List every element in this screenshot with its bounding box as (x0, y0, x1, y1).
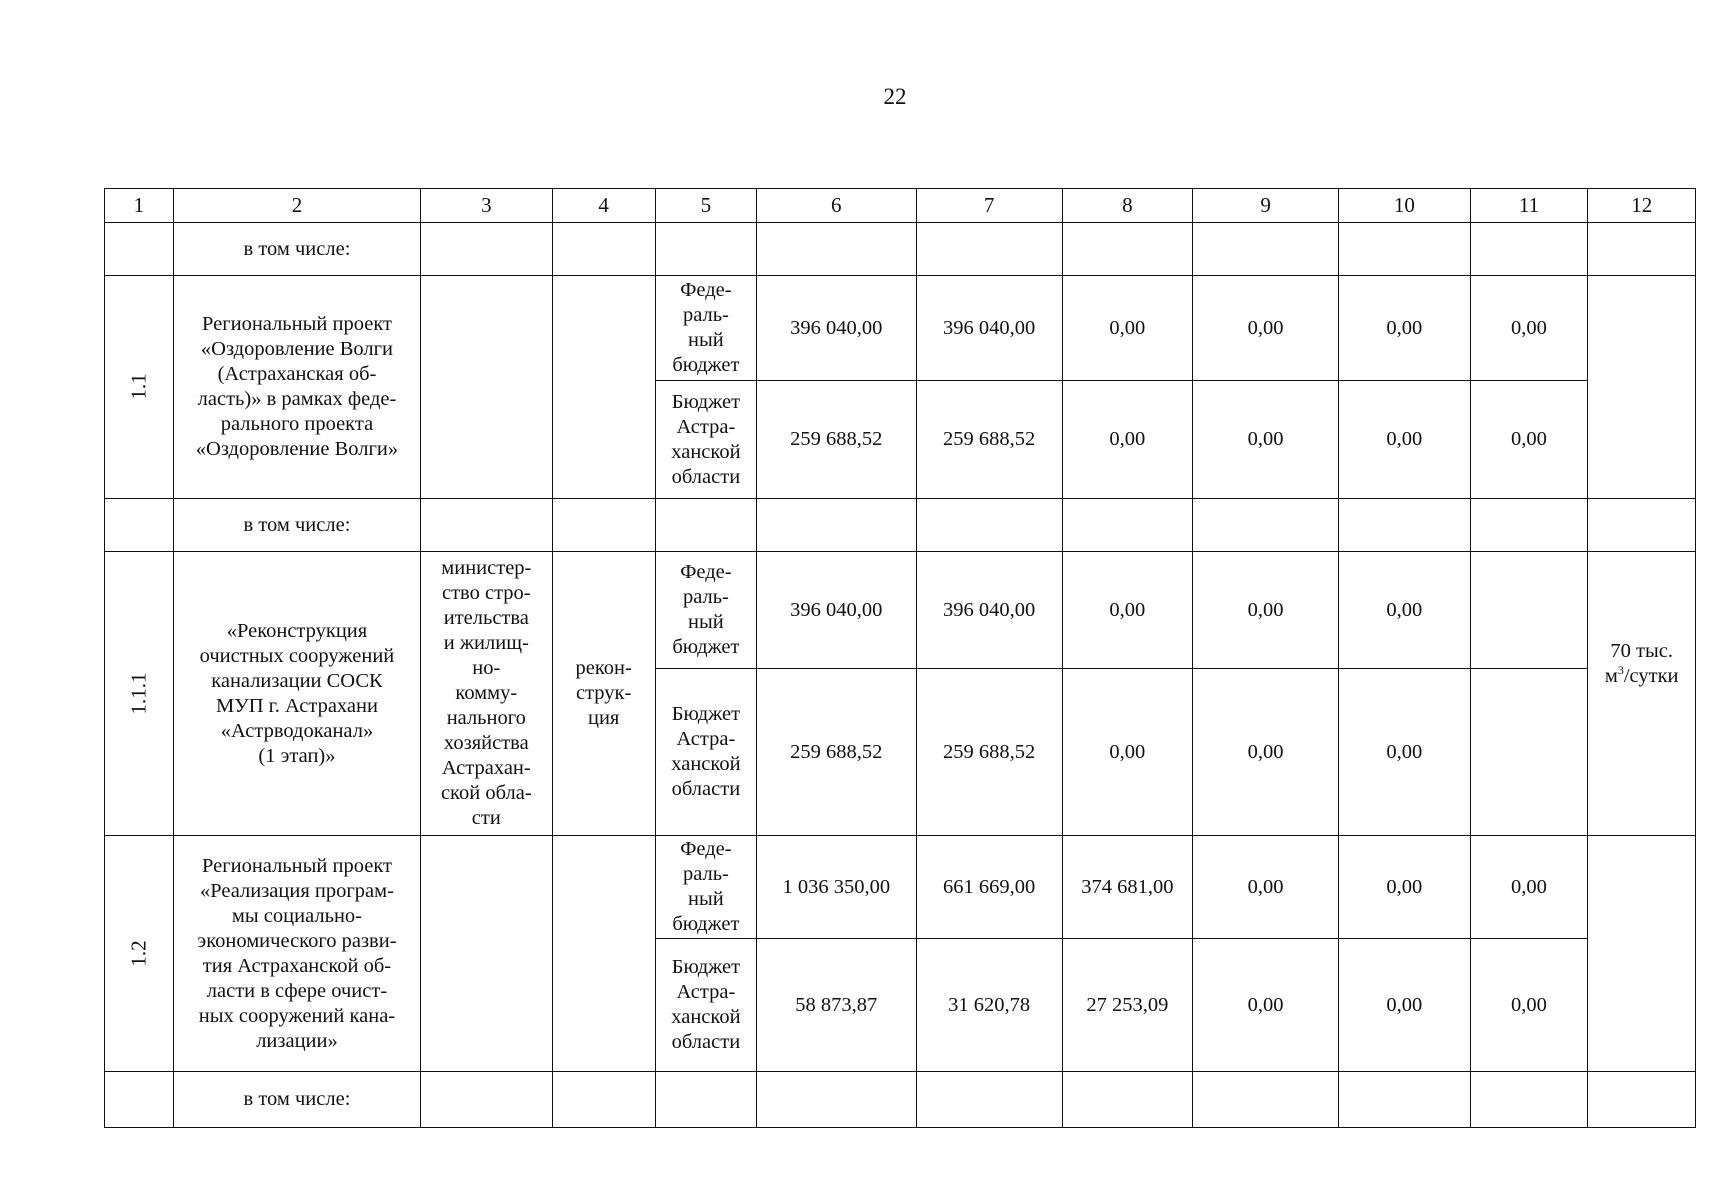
header-cell: 10 (1339, 189, 1470, 223)
executor-line: ительства (443, 607, 529, 629)
row-number: 1.2 (126, 939, 151, 967)
row-number: 1.1 (126, 373, 151, 400)
funding-source-line: бюджет (672, 354, 740, 376)
value-cell: 0,00 (1193, 669, 1339, 836)
funding-source-line: области (671, 778, 741, 800)
capacity-cell (1588, 552, 1696, 836)
funding-source-line: Феде- (680, 838, 732, 860)
subheading-label: в том числе: (173, 1072, 420, 1128)
value-cell: 0,00 (1339, 836, 1470, 939)
funding-source-line: Бюджет (671, 956, 741, 978)
work-type-line: рекон- (575, 657, 632, 679)
value-cell: 31 620,78 (916, 939, 1062, 1072)
header-cell: 3 (421, 189, 552, 223)
value-cell: 0,00 (1339, 939, 1470, 1072)
executor-line: нального (446, 707, 526, 729)
row-number: 1.1.1 (126, 672, 151, 714)
value-cell: 374 681,00 (1062, 836, 1192, 939)
project-name-line: Региональный проект (201, 854, 392, 877)
row-number-cell (105, 836, 174, 1072)
value-cell: 0,00 (1062, 381, 1192, 499)
executor-line: Астрахан- (441, 757, 531, 779)
value-cell: 27 253,09 (1062, 939, 1192, 1072)
project-name-line: лизации» (256, 1029, 338, 1052)
project-name-line: Региональный проект (201, 313, 392, 335)
project-name-line: очистных сооружений (199, 644, 395, 667)
funding-source-line: ный (688, 611, 724, 633)
project-name-cell (173, 836, 420, 1072)
project-name-line: МУП г. Астрахани (215, 694, 378, 717)
project-name-line: тия Астраханской об- (202, 954, 392, 977)
header-cell: 1 (105, 189, 174, 223)
value-cell: 0,00 (1470, 381, 1588, 499)
executor-line: ской обла- (440, 782, 532, 804)
project-name-line: экономического разви- (197, 929, 397, 952)
work-type-line: струк- (576, 682, 632, 704)
funding-source-line: ный (688, 329, 724, 351)
value-cell: 0,00 (1339, 381, 1470, 499)
value-cell: 0,00 (1339, 276, 1470, 381)
value-cell: 1 036 350,00 (757, 836, 917, 939)
value-cell: 259 688,52 (916, 381, 1062, 499)
funding-source-line: Астра- (676, 728, 736, 750)
funding-source (655, 381, 756, 499)
value-cell: 0,00 (1193, 381, 1339, 499)
value-cell: 0,00 (1193, 552, 1339, 669)
header-row (105, 189, 1696, 223)
funding-source-line: раль- (682, 586, 729, 608)
value-cell: 661 669,00 (916, 836, 1062, 939)
value-cell: 0,00 (1062, 552, 1192, 669)
executor-cell (421, 552, 552, 836)
executor-line: хозяйства (443, 732, 529, 754)
funding-source-line: ханской (671, 440, 741, 463)
project-name-cell (173, 552, 420, 836)
value-cell: 259 688,52 (757, 669, 917, 836)
funding-source-line: раль- (682, 863, 729, 885)
subheading-row (105, 499, 1696, 552)
executor-line: министер- (441, 557, 532, 579)
project-name-line: «Оздоровление Волги (200, 338, 394, 360)
budget-table (104, 188, 1696, 1128)
work-type-line: ция (587, 707, 620, 729)
funding-source-line: бюджет (672, 636, 740, 658)
value-cell: 0,00 (1470, 276, 1588, 381)
executor-line: ство стро- (442, 582, 531, 604)
executor-line: сти (471, 807, 501, 829)
subheading-row (105, 1072, 1696, 1128)
value-cell: 0,00 (1062, 276, 1192, 381)
value-cell: 0,00 (1339, 669, 1470, 836)
funding-source-line: бюджет (672, 913, 740, 935)
funding-source-line: Бюджет (671, 703, 741, 725)
executor-line: но- (472, 657, 501, 679)
funding-source-line: Астра- (676, 981, 736, 1003)
funding-source-line: области (671, 1031, 741, 1053)
funding-source-line: ханской (671, 753, 741, 775)
value-cell: 396 040,00 (757, 276, 917, 381)
header-cell: 2 (173, 189, 420, 223)
header-cell: 8 (1062, 189, 1192, 223)
project-name-line: мы социально- (231, 904, 362, 927)
funding-source-line: раль- (682, 304, 729, 326)
executor-line: комму- (455, 682, 518, 704)
subheading-label: в том числе: (173, 499, 420, 552)
project-name-line: (1 этап)» (258, 744, 336, 767)
work-type-cell (552, 552, 655, 836)
funding-source-line: ханской (671, 1006, 741, 1028)
project-name-line: канализации СОСК (211, 669, 383, 692)
project-name-line: «Реализация програм- (200, 879, 394, 902)
project-name-line: рального проекта (220, 413, 374, 435)
table-row (105, 552, 1696, 669)
capacity-value: 70 тыс. (1610, 639, 1673, 662)
page-number: 22 (883, 84, 907, 109)
value-cell: 0,00 (1339, 552, 1470, 669)
header-cell: 9 (1193, 189, 1339, 223)
project-name-line: «Оздоровление Волги» (195, 438, 399, 460)
value-cell: 0,00 (1470, 939, 1588, 1072)
funding-source-line: области (671, 465, 741, 488)
table-row (105, 836, 1696, 939)
capacity-unit: $м^3$/сутки (1604, 662, 1679, 687)
funding-source (655, 552, 756, 669)
subheading-label: в том числе: (173, 223, 420, 276)
value-cell: 396 040,00 (916, 276, 1062, 381)
value-cell: 0,00 (1062, 669, 1192, 836)
project-name-line: ласть)» в рамках феде- (197, 388, 397, 410)
funding-source-line: ный (688, 888, 724, 910)
funding-source (655, 939, 756, 1072)
header-cell: 5 (655, 189, 756, 223)
project-name-cell (173, 276, 420, 499)
funding-source-line: Бюджет (671, 390, 741, 413)
value-cell: 259 688,52 (757, 381, 917, 499)
project-name-line: ных сооружений кана- (198, 1004, 396, 1027)
funding-source-line: Феде- (680, 561, 732, 583)
header-cell: 11 (1470, 189, 1588, 223)
table-row (105, 276, 1696, 381)
value-cell: 0,00 (1193, 939, 1339, 1072)
value-cell: 396 040,00 (916, 552, 1062, 669)
value-cell: 259 688,52 (916, 669, 1062, 836)
value-cell: 0,00 (1470, 836, 1588, 939)
project-name-line: «Астрводоканал» (220, 719, 374, 742)
header-cell: 6 (757, 189, 917, 223)
value-cell: 58 873,87 (757, 939, 917, 1072)
funding-source (655, 669, 756, 836)
funding-source (655, 836, 756, 939)
project-name-line: ласти в сфере очист- (206, 979, 388, 1002)
row-number-cell (105, 552, 174, 836)
value-cell: 396 040,00 (757, 552, 917, 669)
project-name-line: «Реконструкция (226, 619, 368, 642)
value-cell: 0,00 (1193, 836, 1339, 939)
header-cell: 4 (552, 189, 655, 223)
executor-line: и жилищ- (443, 632, 529, 654)
value-cell: 0,00 (1193, 276, 1339, 381)
row-number-cell (105, 276, 174, 499)
subheading-row (105, 223, 1696, 276)
header-cell: 12 (1588, 189, 1696, 223)
project-name-line: (Астраханская об- (217, 363, 377, 385)
header-cell: 7 (916, 189, 1062, 223)
funding-source-line: Астра- (676, 415, 736, 438)
funding-source (655, 276, 756, 381)
funding-source-line: Феде- (680, 279, 732, 301)
